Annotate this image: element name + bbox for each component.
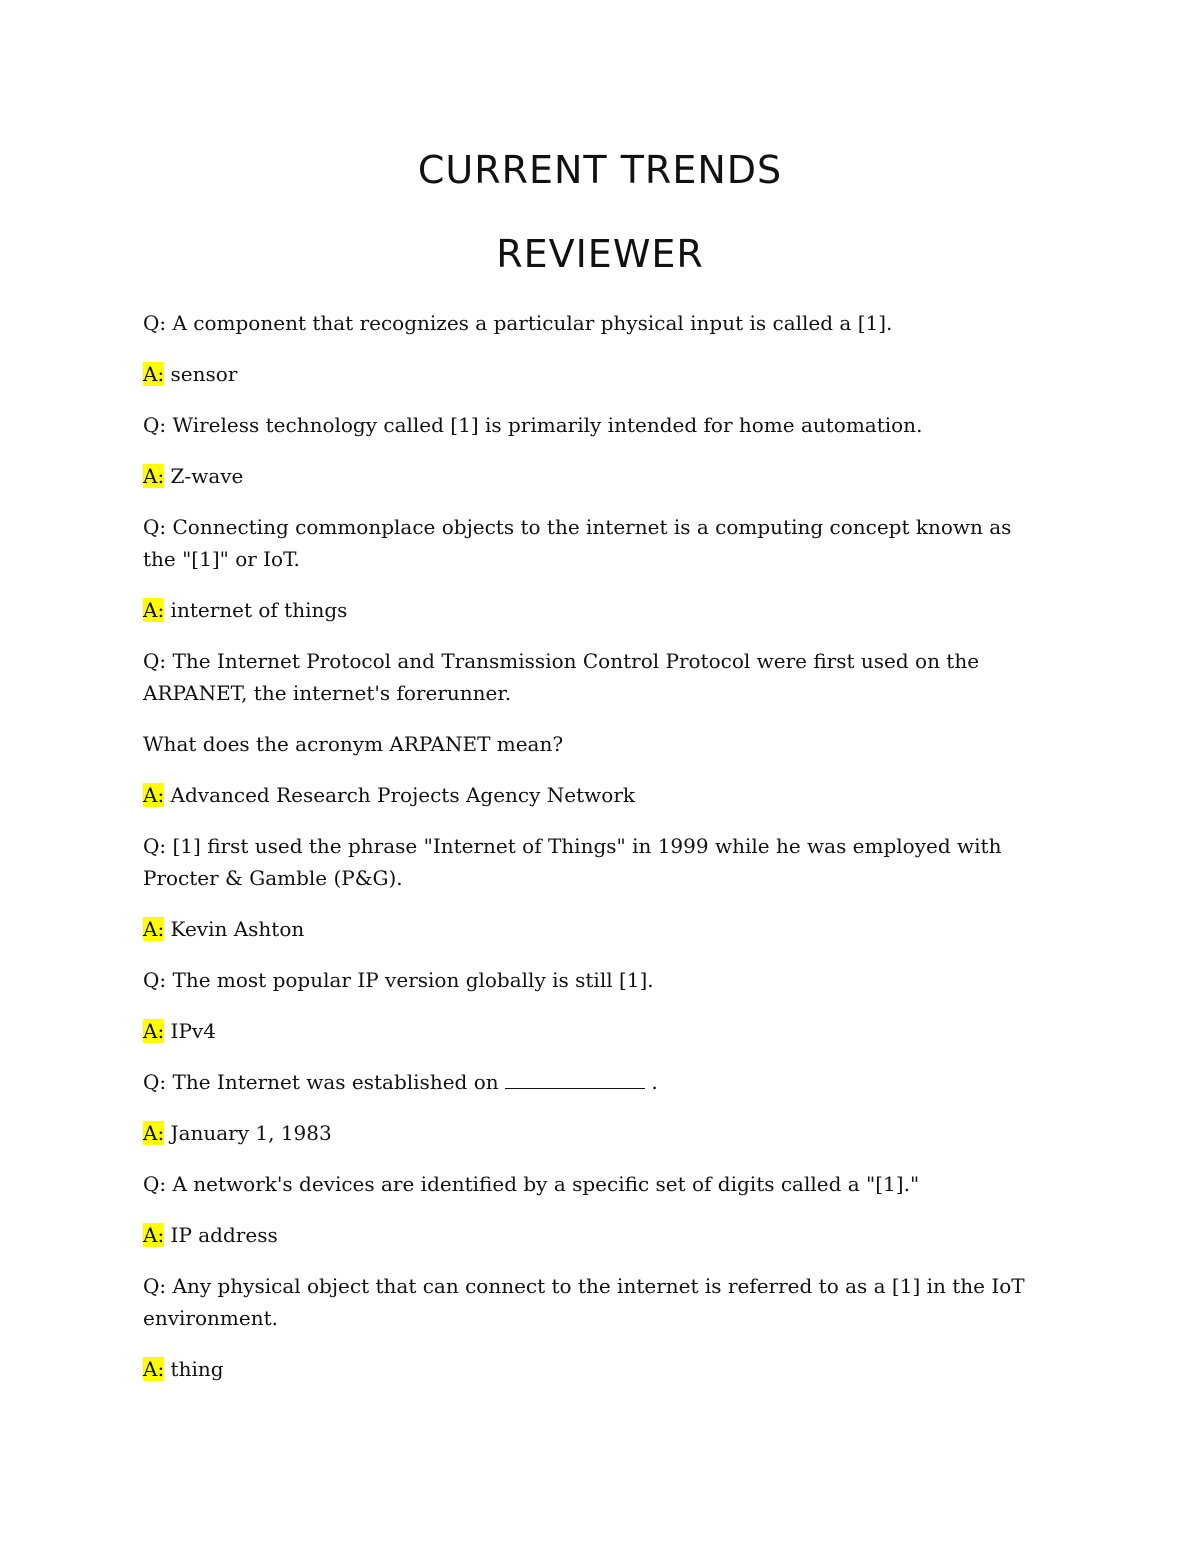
answer-text: internet of things	[170, 598, 348, 622]
question-8	[143, 1168, 1043, 1200]
question-label: Q:	[143, 311, 167, 335]
answer-text: IP address	[170, 1223, 278, 1247]
question-label: Q:	[143, 968, 167, 992]
answer-label: A:	[143, 362, 165, 386]
question-label: Q:	[143, 1070, 167, 1094]
question-label: Q:	[143, 1274, 167, 1298]
question-4	[143, 645, 1043, 709]
question-label: Q:	[143, 1172, 167, 1196]
answer-label: A:	[143, 1121, 165, 1145]
question-text: Wireless technology called [1] is primarily intended for home automation.	[172, 413, 923, 437]
answer-text: thing	[170, 1357, 224, 1381]
answer-1	[143, 358, 1043, 390]
question-3	[143, 511, 1043, 575]
answer-label: A:	[143, 783, 165, 807]
question-text: A component that recognizes a particular physical input is called a [1].	[172, 311, 893, 335]
answer-text: Advanced Research Projects Agency Network	[170, 783, 635, 807]
question-4-followup: What does the acronym ARPANET mean?	[143, 732, 564, 756]
answer-3	[143, 594, 1043, 626]
answer-label: A:	[143, 1223, 165, 1247]
question-label: Q:	[143, 834, 167, 858]
answer-5	[143, 913, 1043, 945]
answer-6	[143, 1015, 1043, 1047]
question-2	[143, 409, 1043, 441]
answer-label: A:	[143, 917, 165, 941]
question-text: Any physical object that can connect to the internet is referred to as a [1] in the IoT environment.	[143, 1274, 1025, 1330]
answer-text: IPv4	[170, 1019, 216, 1043]
answer-text: Z-wave	[170, 464, 244, 488]
question-text: A network's devices are identified by a specific set of digits called a "[1]."	[172, 1172, 920, 1196]
question-text: The Internet Protocol and Transmission Control Protocol were first used on the ARPANET, the internet's forerunner.	[143, 649, 980, 705]
title-line-1: CURRENT TRENDS	[417, 148, 783, 192]
question-label: Q:	[143, 515, 167, 539]
question-1	[143, 307, 1043, 339]
answer-label: A:	[143, 1019, 165, 1043]
question-7	[143, 1066, 1043, 1098]
question-label: Q:	[143, 413, 167, 437]
question-text: Connecting commonplace objects to the internet is a computing concept known as the "[1]" or IoT.	[143, 515, 1012, 571]
fill-in-blank	[505, 1068, 645, 1089]
answer-9	[143, 1353, 1043, 1385]
answer-label: A:	[143, 464, 165, 488]
title-line-2: REVIEWER	[496, 232, 704, 276]
question-6	[143, 964, 1043, 996]
question-tail: .	[651, 1070, 658, 1094]
question-9	[143, 1270, 1043, 1334]
title-block	[0, 145, 1200, 279]
qa-list	[143, 307, 1043, 1404]
answer-text: sensor	[170, 362, 238, 386]
question-text: The most popular IP version globally is still [1].	[172, 968, 654, 992]
answer-2	[143, 460, 1043, 492]
answer-7	[143, 1117, 1043, 1149]
question-text: [1] first used the phrase "Internet of Things" in 1999 while he was employed with Procter & Gamble (P&G).	[143, 834, 1002, 890]
question-5	[143, 830, 1043, 894]
answer-label: A:	[143, 598, 165, 622]
answer-8	[143, 1219, 1043, 1251]
question-label: Q:	[143, 649, 167, 673]
question-text: The Internet was established on	[172, 1070, 499, 1094]
answer-text: January 1, 1983	[170, 1121, 332, 1145]
answer-4	[143, 779, 1043, 811]
answer-text: Kevin Ashton	[170, 917, 305, 941]
answer-label: A:	[143, 1357, 165, 1381]
